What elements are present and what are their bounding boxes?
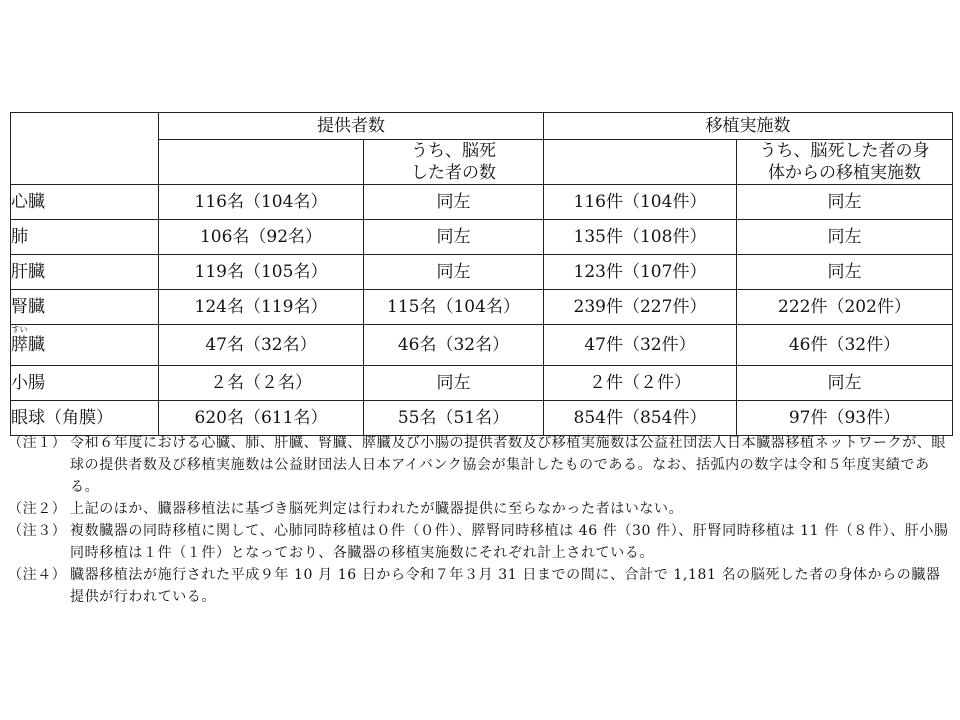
header-transplants-brain-dead [737, 140, 953, 185]
donors-brain-dead-cell: 46名（32名） [364, 325, 544, 366]
donors-brain-dead-cell: 同左 [364, 366, 544, 401]
transplants-brain-dead-cell: 222件（202件） [737, 290, 953, 325]
donors-cell: ２名（２名） [159, 366, 364, 401]
organ-transplant-table [10, 112, 953, 436]
note-4 [8, 564, 952, 608]
transplants-cell: 135件（108件） [544, 220, 737, 255]
transplants-brain-dead-cell: 同左 [737, 255, 953, 290]
header-donors-blank [159, 140, 364, 185]
transplants-cell: 123件（107件） [544, 255, 737, 290]
notes-section [8, 432, 952, 608]
header-transplants-blank [544, 140, 737, 185]
donors-brain-dead-cell: 115名（104名） [364, 290, 544, 325]
note-tag: （注２） [8, 501, 67, 517]
transplants-cell: 116件（104件） [544, 185, 737, 220]
note-1 [8, 432, 952, 498]
ruby-text: すい [11, 325, 28, 334]
transplants-cell: ２件（２件） [544, 366, 737, 401]
transplants-brain-dead-cell: 同左 [737, 366, 953, 401]
organ-kanji-1: 膵 [11, 335, 28, 355]
table-row-kidney [11, 290, 953, 325]
donors-cell: 47名（32名） [159, 325, 364, 366]
donors-brain-dead-cell: 55名（51名） [364, 401, 544, 436]
donors-cell: 106名（92名） [159, 220, 364, 255]
table-row-eye [11, 401, 953, 436]
header-donors: 提供者数 [159, 113, 544, 140]
donors-brain-dead-cell: 同左 [364, 220, 544, 255]
donors-brain-dead-cell: 同左 [364, 185, 544, 220]
note-text: 臓器移植法が施行された平成９年 10 月 16 日から令和７年３月 31 日までの間に、合計で 1,181 名の脳死した者の身体からの臓器提供が行われている。 [70, 567, 941, 605]
organ-label: 小腸 [11, 366, 159, 401]
organ-label: 眼球（角膜） [11, 401, 159, 436]
transplants-brain-dead-cell: 同左 [737, 220, 953, 255]
organ-label-pancreas [11, 325, 159, 366]
table-row-small-intestine [11, 366, 953, 401]
transplants-cell: 47件（32件） [544, 325, 737, 366]
header-donors-brain-dead [364, 140, 544, 185]
table-row-pancreas [11, 325, 953, 366]
donors-brain-dead-cell: 同左 [364, 255, 544, 290]
note-tag: （注１） [8, 435, 67, 451]
donors-cell: 119名（105名） [159, 255, 364, 290]
note-text: 上記のほか、臓器移植法に基づき脳死判定は行われたが臓器提供に至らなかった者はいない。 [70, 501, 684, 517]
header-transplants: 移植実施数 [544, 113, 953, 140]
header-donors-brain-dead-line1: うち、脳死 [411, 141, 496, 161]
transplants-cell: 239件（227件） [544, 290, 737, 325]
header-transplants-brain-dead-line2: 体からの移植実施数 [768, 163, 921, 183]
transplants-brain-dead-cell: 46件（32件） [737, 325, 953, 366]
organ-kanji-2: 臓 [28, 335, 45, 355]
ruby-kanji [11, 325, 28, 356]
donors-cell: 116名（104名） [159, 185, 364, 220]
transplants-brain-dead-cell: 同左 [737, 185, 953, 220]
donors-cell: 124名（119名） [159, 290, 364, 325]
transplants-brain-dead-cell: 97件（93件） [737, 401, 953, 436]
note-text: 複数臓器の同時移植に関して、心肺同時移植は０件（０件）、膵腎同時移植は 46 件（30 件）、肝腎同時移植は 11 件（８件）、肝小腸同時移植は１件（１件）となっており、各臓器の移植実施数にそれぞれ計上されている。 [70, 523, 949, 561]
organ-label: 肺 [11, 220, 159, 255]
organ-label: 心臓 [11, 185, 159, 220]
note-text: 令和６年度における心臓、肺、肝臓、腎臓、膵臓及び小腸の提供者数及び移植実施数は公益社団法人日本臓器移植ネットワークが、眼球の提供者数及び移植実施数は公益財団法人日本アイバンク協会が集計したものである。なお、括弧内の数字は令和５年度実績である。 [70, 435, 946, 495]
organ-label: 腎臓 [11, 290, 159, 325]
table-row-heart [11, 185, 953, 220]
table-row-lung [11, 220, 953, 255]
organ-label: 肝臓 [11, 255, 159, 290]
donors-cell: 620名（611名） [159, 401, 364, 436]
header-blank-cell [11, 113, 159, 185]
transplants-cell: 854件（854件） [544, 401, 737, 436]
note-3 [8, 520, 952, 564]
note-2 [8, 498, 952, 520]
table-row-liver [11, 255, 953, 290]
header-transplants-brain-dead-line1: うち、脳死した者の身 [759, 141, 930, 161]
note-tag: （注４） [8, 567, 67, 583]
note-tag: （注３） [8, 523, 67, 539]
header-donors-brain-dead-line2: した者の数 [411, 163, 496, 183]
